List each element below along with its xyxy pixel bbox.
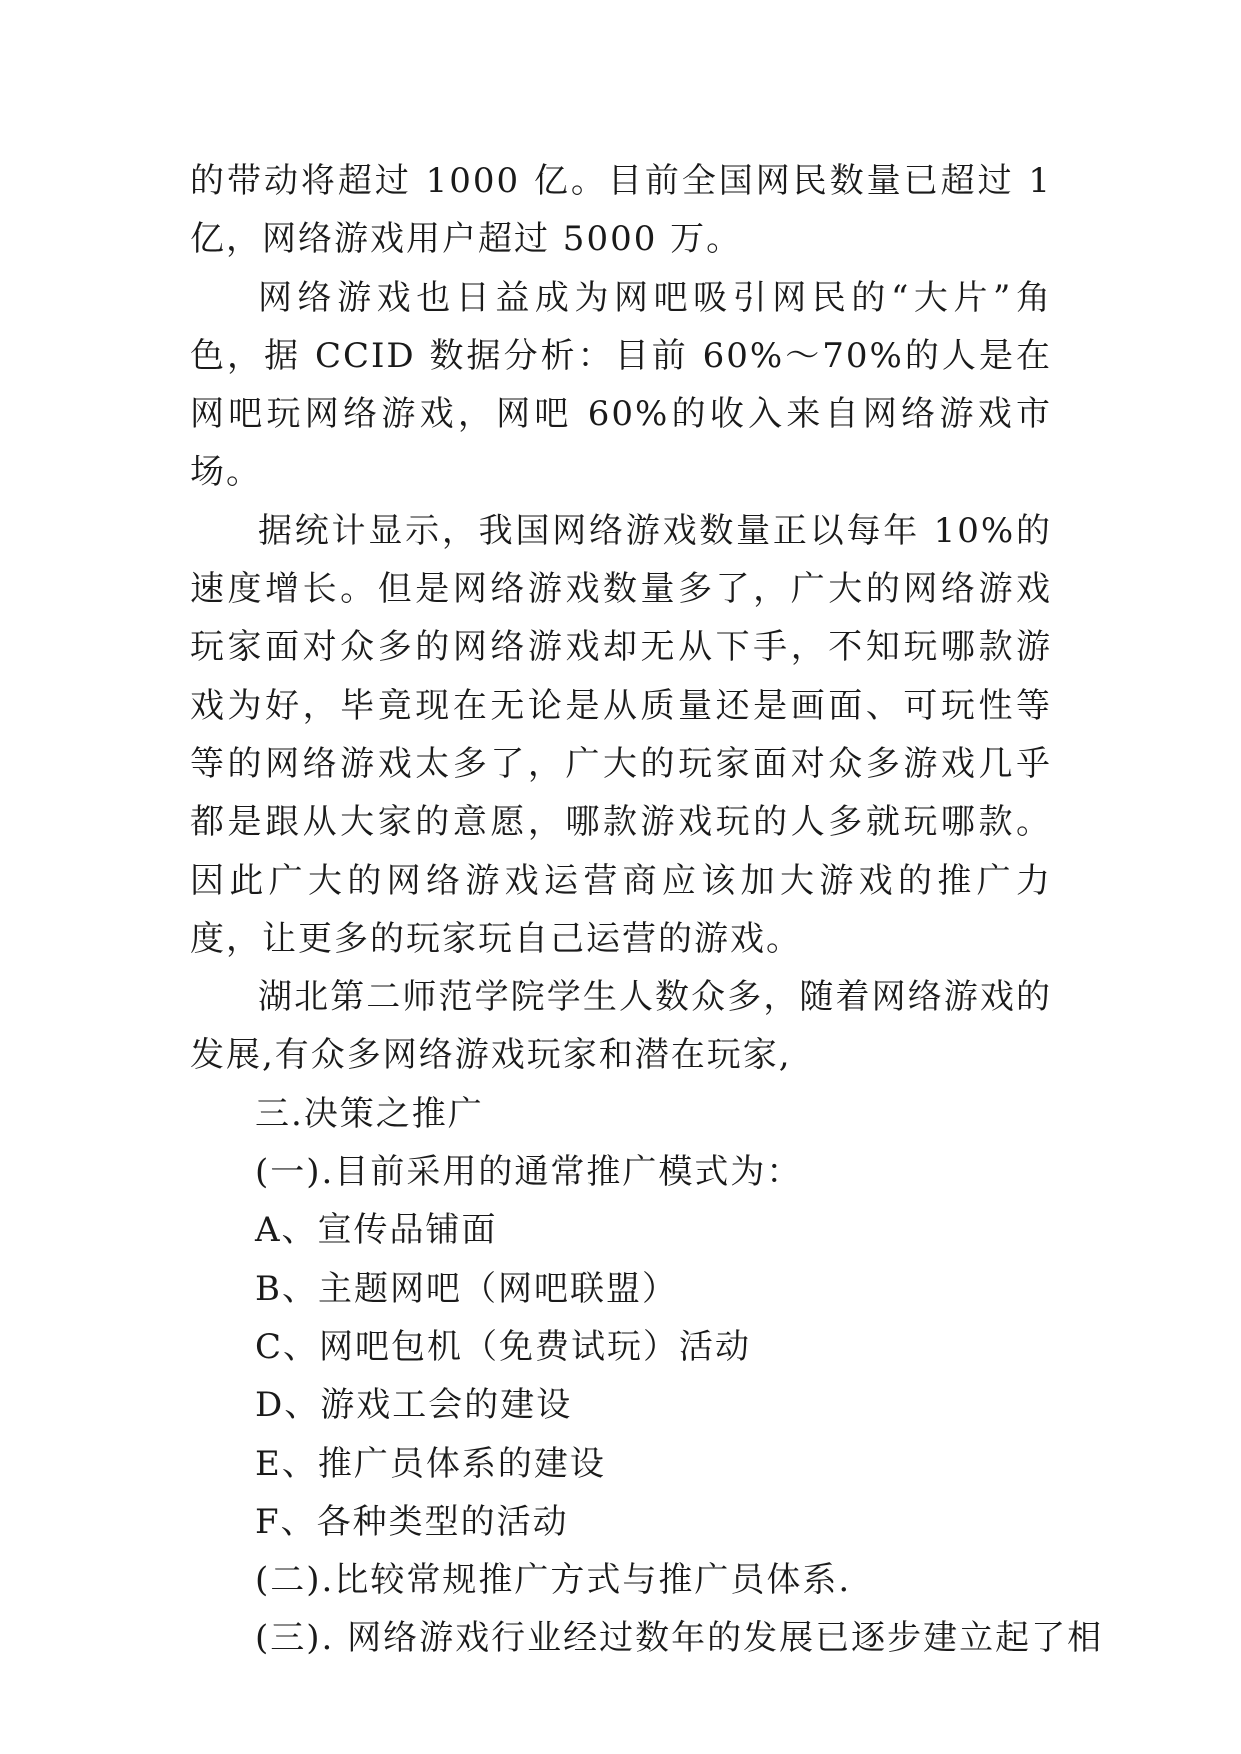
list-item-b: B、主题网吧（网吧联盟） bbox=[255, 1268, 678, 1309]
list-item-f: F、各种类型的活动 bbox=[255, 1501, 569, 1542]
list-item-a: A、宣传品铺面 bbox=[255, 1210, 498, 1251]
list-item-d: D、游戏工会的建设 bbox=[255, 1385, 573, 1426]
paragraph-3: 据统计显示，我国网络游戏数量正以每年 10%的速度增长。但是网络游戏数量多了，广大的网络游戏玩家面对众多的网络游戏却无从下手，不知玩哪款游戏为好，毕竟现在无论是从质量还是画面、可玩性等等的网络游戏太多了，广大的玩家面对众多游戏几乎都是跟从大家的意愿，哪款游戏玩的人多就玩哪款。因此广大的网络游戏运营商应该加大游戏的推广力度，让更多的玩家玩自己运营的游戏。 bbox=[190, 510, 1052, 959]
subsection-heading-2: (二).比较常规推广方式与推广员体系. bbox=[255, 1560, 852, 1601]
paragraph-2: 网络游戏也日益成为网吧吸引网民的“大片”角色，据 CCID 数据分析：目前 60%～70%的人是在网吧玩网络游戏，网吧 60%的收入来自网络游戏市场。 bbox=[190, 277, 1052, 493]
list-item-e: E、推广员体系的建设 bbox=[255, 1443, 606, 1484]
document-body bbox=[190, 152, 1104, 1668]
paragraph-1: 的带动将超过 1000 亿。目前全国网民数量已超过 1 亿，网络游戏用户超过 5000 万。 bbox=[190, 161, 1052, 260]
paragraph-4: 湖北第二师范学院学生人数众多，随着网络游戏的发展,有众多网络游戏玩家和潜在玩家, bbox=[190, 977, 1052, 1076]
section-heading: 三.决策之推广 bbox=[255, 1093, 484, 1134]
subsection-heading-3: (三). 网络游戏行业经过数年的发展已逐步建立起了相 bbox=[255, 1618, 1104, 1659]
list-item-c: C、网吧包机（免费试玩）活动 bbox=[255, 1326, 752, 1367]
subsection-heading-1: (一).目前采用的通常推广模式为： bbox=[255, 1152, 803, 1193]
